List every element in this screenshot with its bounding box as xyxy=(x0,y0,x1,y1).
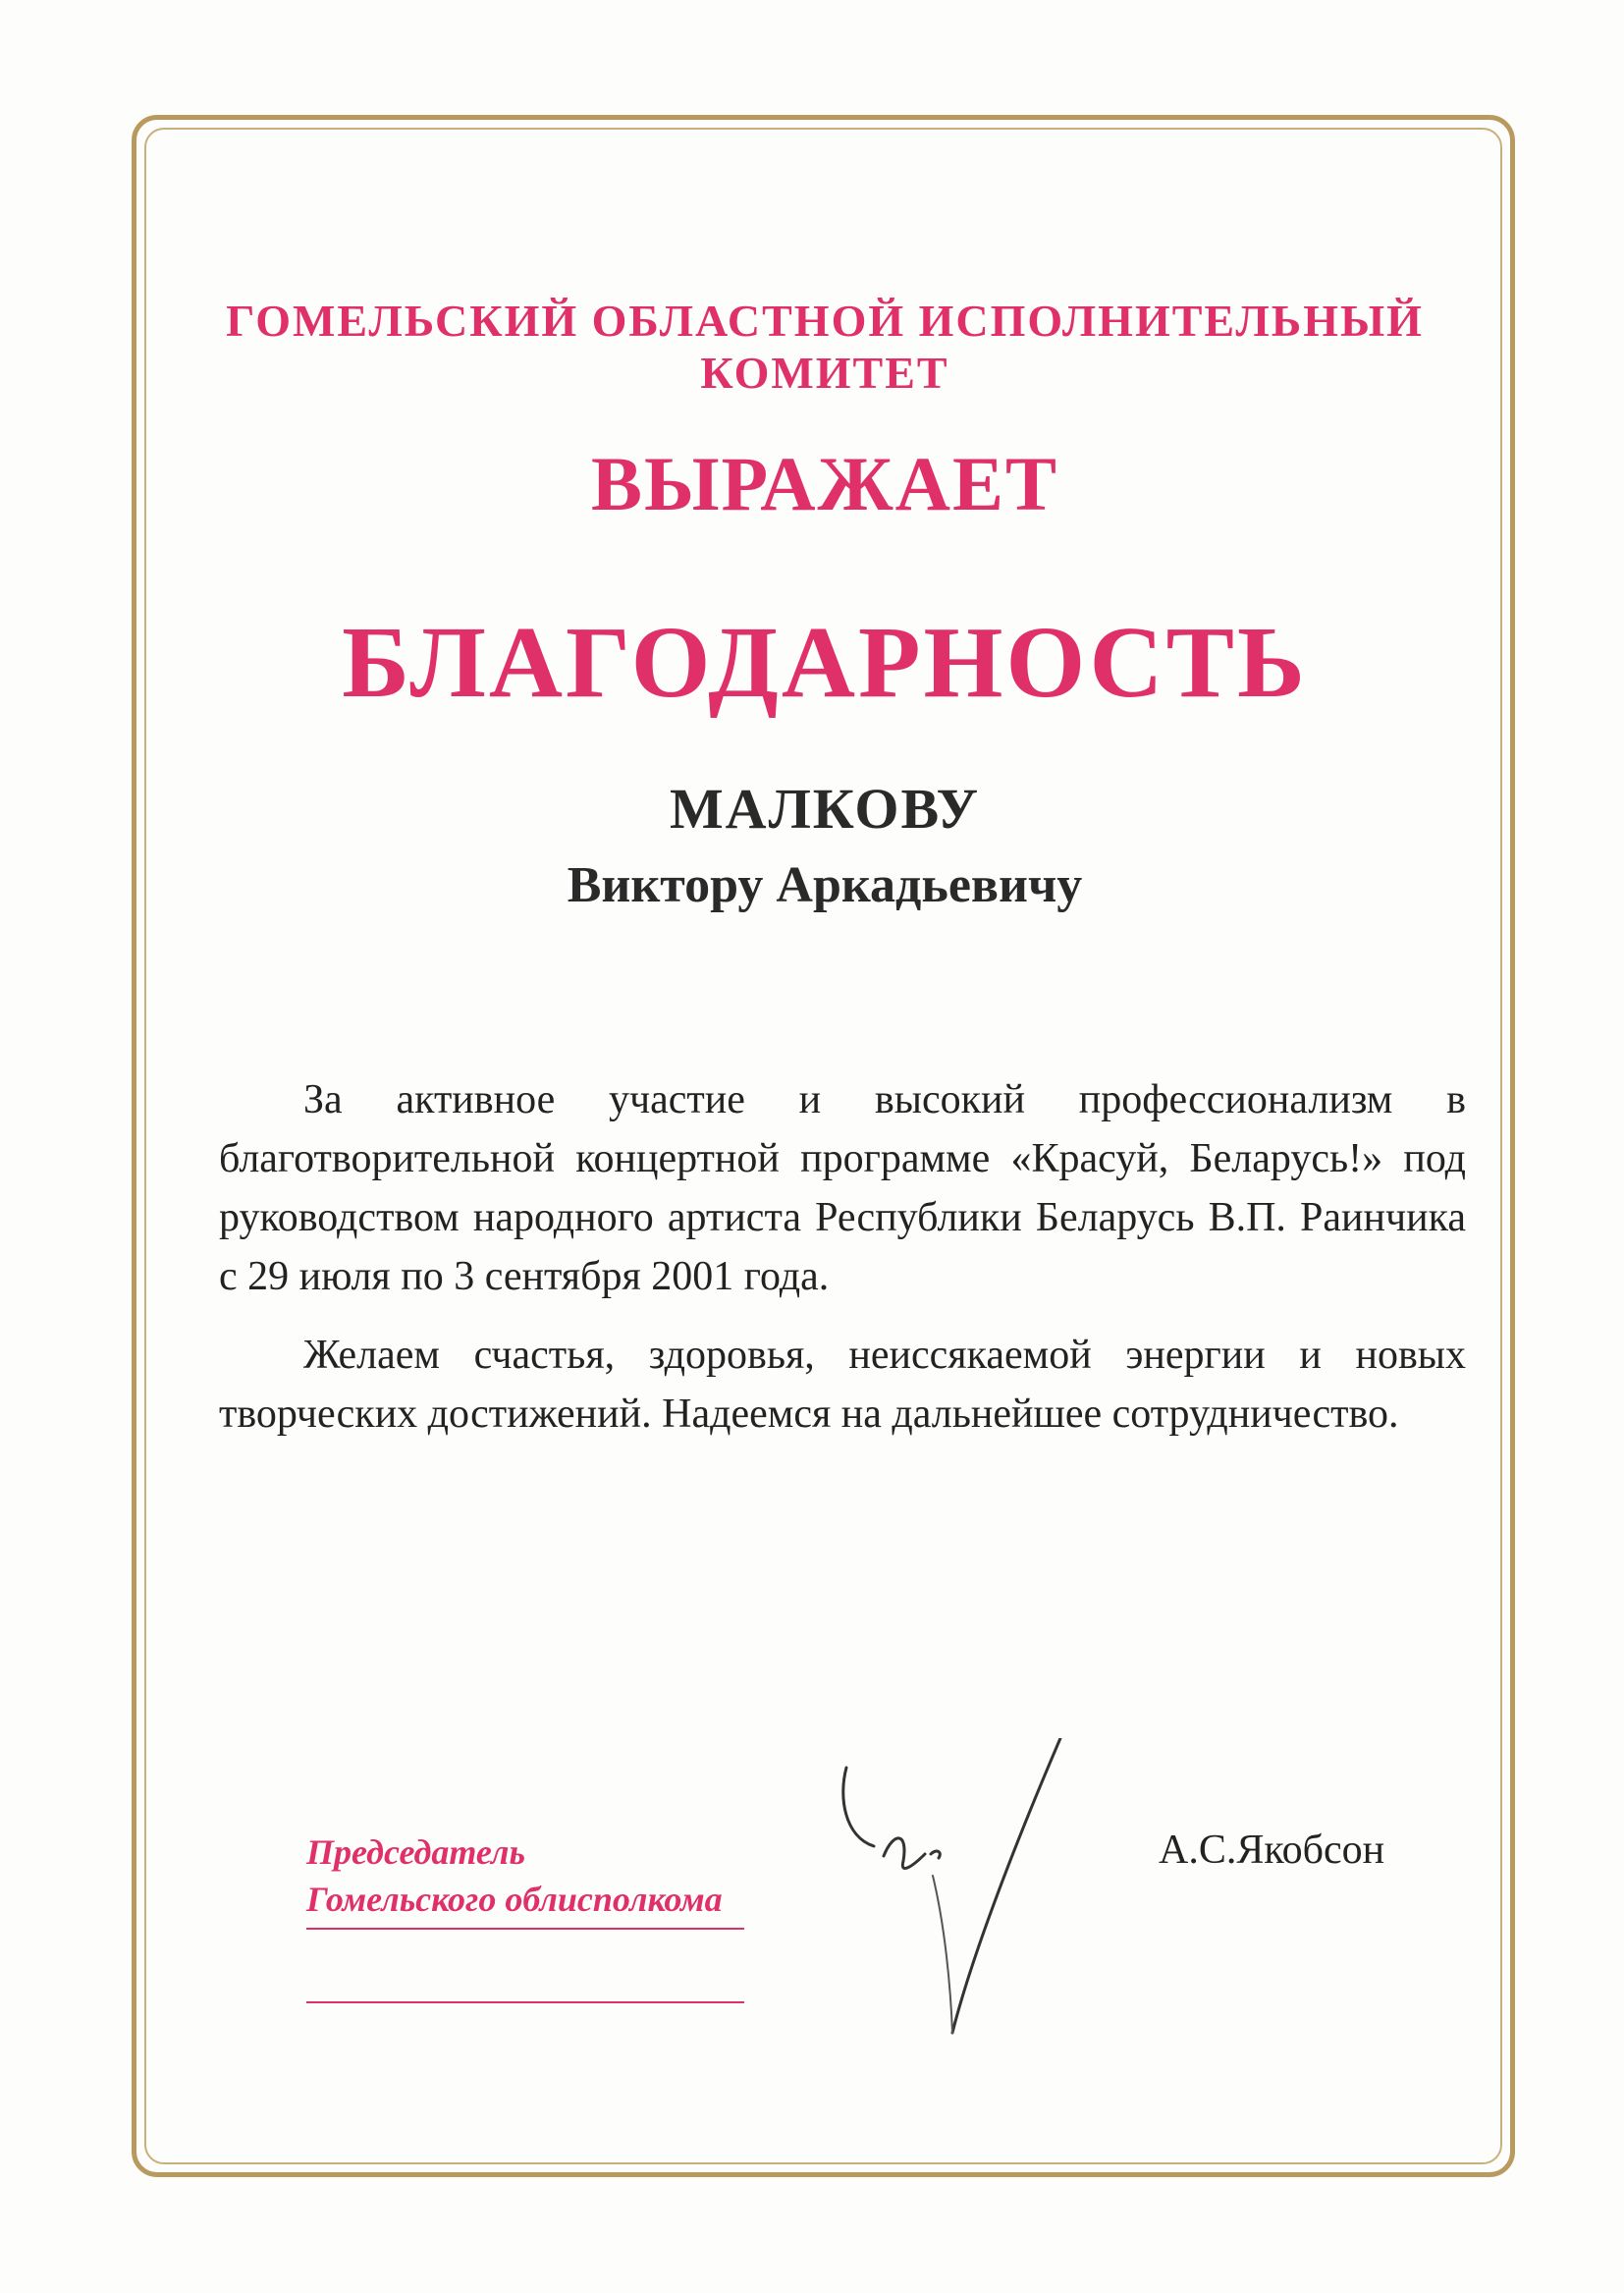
certificate-body xyxy=(219,1070,1466,1463)
verb-heading: ВЫРАЖАЕТ xyxy=(590,441,1059,526)
signature-underline-1 xyxy=(306,1928,744,1930)
body-paragraph-1: За активное участие и высокий профессионализм в благотворительной концертной программе «Красуй, Беларусь!» под руководством народного артиста Республики Беларусь В.П. Раинчика с 29 июля по 3 сентября 2001 года. xyxy=(219,1077,1466,1299)
signatory-title-line-1: Председатель xyxy=(306,1832,525,1872)
signatory-title-line-2: Гомельского облисполкома xyxy=(306,1880,723,1919)
signature-underline-2 xyxy=(306,2001,744,2003)
handwritten-signature xyxy=(835,1738,1119,2052)
main-heading: БЛАГОДАРНОСТЬ xyxy=(342,606,1308,719)
issuer-title: ГОМЕЛЬСКИЙ ОБЛАСТНОЙ ИСПОЛНИТЕЛЬНЫЙ КОМИТЕТ xyxy=(226,296,1424,398)
recipient-given-names: Виктору Аркадьевичу xyxy=(567,857,1083,913)
signatory-title xyxy=(306,1829,723,1923)
signatory-name: А.С.Якобсон xyxy=(1159,1828,1385,1873)
body-paragraph-2: Желаем счастья, здоровья, неиссякаемой энергии и новых творческих достижений. Надеемся на дальнейшее сотрудничество. xyxy=(219,1333,1466,1437)
recipient-surname: МАЛКОВУ xyxy=(669,777,981,841)
